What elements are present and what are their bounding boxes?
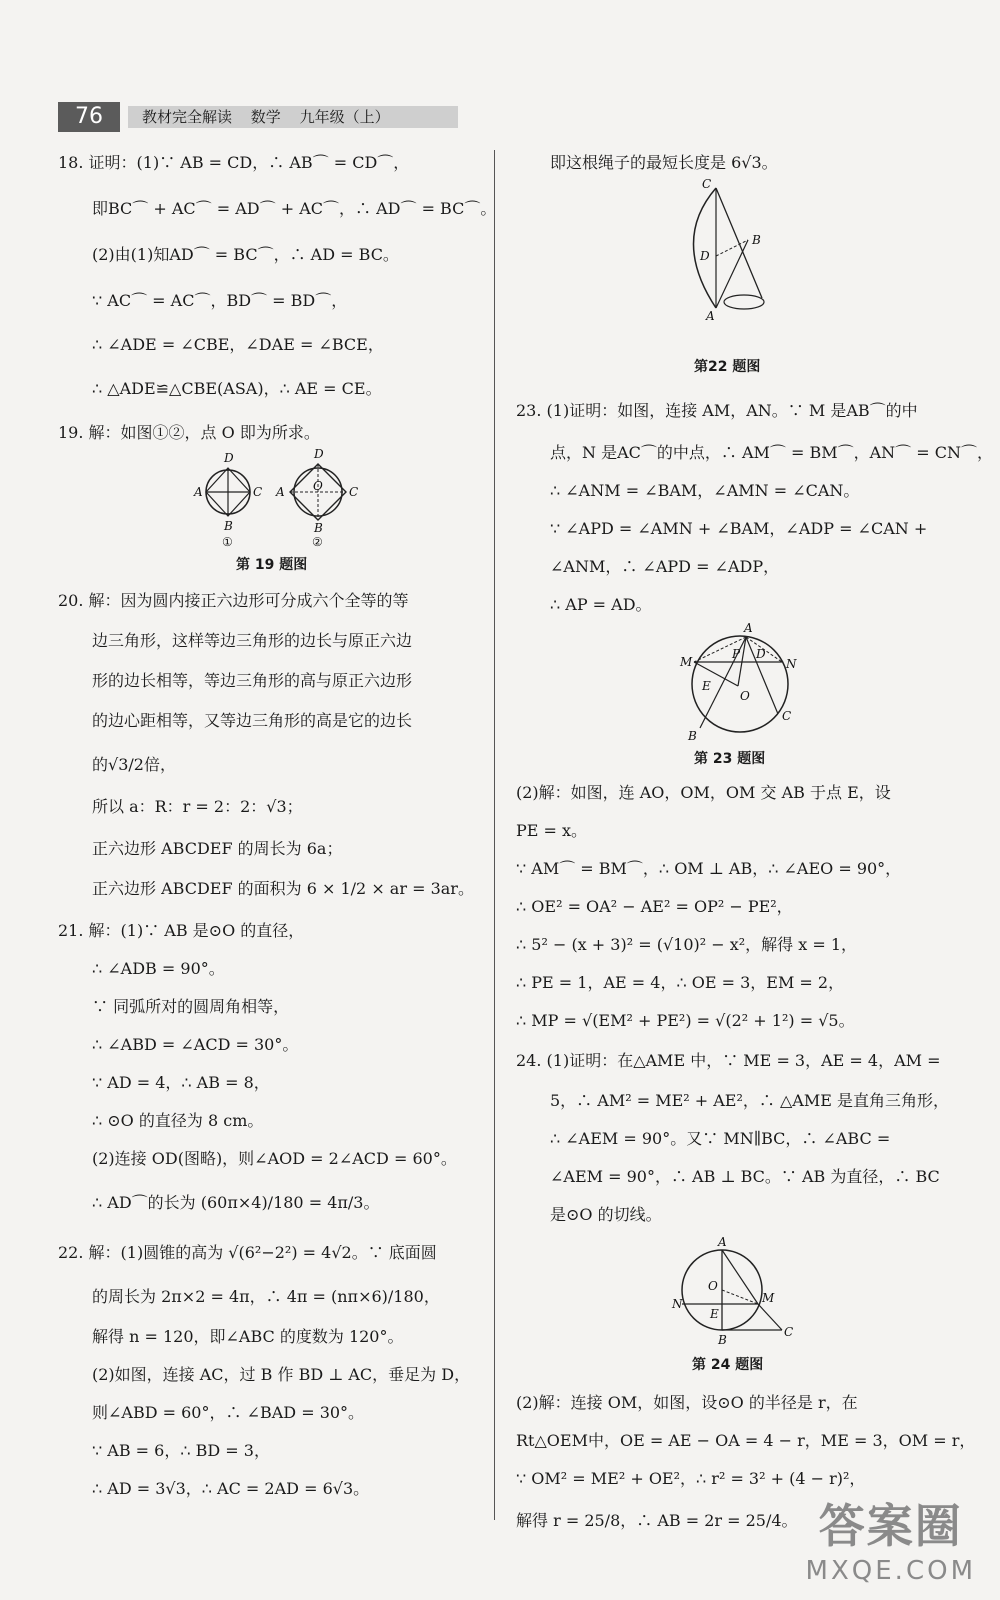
text-line: 的周长为 2π×2 = 4π，∴ 4π = (nπ×6)/180，	[92, 1287, 440, 1306]
figure-22-caption: 第22 题图	[694, 359, 761, 375]
label-c: C	[253, 485, 263, 499]
text-line: ∵ AD = 4，∴ AB = 8，	[92, 1073, 270, 1092]
text-line: 23. (1)证明：如图，连接 AM，AN。∵ M 是AB⌒的中	[516, 401, 918, 420]
label-o: O	[740, 689, 750, 703]
label-d: D	[700, 249, 710, 263]
column-divider	[494, 150, 495, 1520]
text-line: ∠AEM = 90°，∴ AB ⊥ BC。∵ AB 为直径，∴ BC	[550, 1167, 940, 1186]
label-b: B	[752, 233, 761, 247]
text-line: ∵ AB = 6，∴ BD = 3，	[92, 1441, 270, 1460]
figure-19	[194, 447, 378, 550]
text-line: ∵ AC⌒ = AC⌒，BD⌒ = BD⌒，	[92, 291, 348, 310]
text-line: ∴ △ADE≌△CBE(ASA)，∴ AE = CE。	[92, 379, 382, 398]
label-b: B	[718, 1333, 727, 1347]
figure-24-caption: 第 24 题图	[692, 1357, 764, 1373]
text-line: 5，∴ AM² = ME² + AE²，∴ △AME 是直角三角形，	[550, 1091, 949, 1110]
text-line: ∴ PE = 1，AE = 4，∴ OE = 3，EM = 2，	[516, 973, 845, 992]
text-line: ∴ ∠ADB = 90°。	[92, 959, 225, 978]
label-a: A	[718, 1235, 727, 1249]
label-c: C	[702, 177, 712, 191]
text-line: (2)解：如图，连 AO，OM，OM 交 AB 于点 E，设	[516, 783, 891, 802]
label-m: M	[762, 1291, 775, 1305]
subject-label: 数学	[250, 108, 281, 126]
text-line: ∴ 5² − (x + 3)² = (√10)² − x²，解得 x = 1，	[516, 935, 858, 954]
book-title: 教材完全解读	[142, 108, 233, 126]
text-line: 19. 解：如图①②，点 O 即为所求。	[58, 423, 320, 442]
label-m: M	[680, 655, 693, 669]
label-fig2: ②	[312, 535, 323, 549]
text-line: 形的边长相等，等边三角形的高与原正六边形	[92, 671, 413, 690]
text-line: 21. 解：(1)∵ AB 是⊙O 的直径，	[58, 921, 305, 940]
header-bar	[128, 106, 458, 128]
text-line: 正六边形 ABCDEF 的周长为 6a；	[92, 839, 343, 858]
figure-24	[672, 1235, 802, 1348]
text-line: ∴ ∠ADE = ∠CBE，∠DAE = ∠BCE，	[92, 335, 384, 354]
text-line: ∴ ∠ABD = ∠ACD = 30°。	[92, 1035, 299, 1054]
label-o: O	[708, 1279, 718, 1293]
label-a: A	[706, 309, 715, 323]
text-line: 即BC⌒ + AC⌒ = AD⌒ + AC⌒，∴ AD⌒ = BC⌒。	[92, 199, 497, 218]
text-line: 正六边形 ABCDEF 的面积为 6 × 1/2 × ar = 3ar。	[92, 879, 474, 898]
text-line: 所以 a：R：r = 2：2：√3；	[92, 797, 303, 816]
text-line: 解得 n = 120，即∠ABC 的度数为 120°。	[92, 1327, 404, 1346]
text-line: ∵ ∠APD = ∠AMN + ∠BAM，∠ADP = ∠CAN +	[550, 519, 928, 538]
watermark-url: MXQE.COM	[805, 1556, 976, 1586]
text-line: ∵ 同弧所对的圆周角相等，	[92, 997, 290, 1016]
label-e: E	[710, 1307, 719, 1321]
label-a: A	[276, 485, 285, 499]
text-line: PE = x。	[516, 821, 588, 840]
label-n: N	[672, 1297, 683, 1311]
label-p: P	[732, 647, 741, 661]
text-line: ∴ MP = √(EM² + PE²) = √(2² + 1²) = √5。	[516, 1011, 855, 1030]
text-line: ∵ AM⌒ = BM⌒，∴ OM ⊥ AB，∴ ∠AEO = 90°，	[516, 859, 902, 878]
text-line: 20. 解：因为圆内接正六边形可分成六个全等的等	[58, 591, 409, 610]
label-fig1: ①	[222, 535, 233, 549]
label-e: E	[702, 679, 711, 693]
text-line: 24. (1)证明：在△AME 中，∵ ME = 3，AE = 4，AM =	[516, 1051, 941, 1070]
label-n: N	[786, 657, 797, 671]
watermark-logo-text: 答案圈	[818, 1499, 963, 1553]
text-line: 的√3/2倍，	[92, 755, 176, 774]
figure-23-caption: 第 23 题图	[694, 751, 766, 767]
text-line: ∴ AD⌒的长为 (60π×4)/180 = 4π/3。	[92, 1193, 380, 1212]
label-b: B	[688, 729, 697, 743]
label-d: D	[756, 647, 766, 661]
text-line: 即这根绳子的最短长度是 6√3。	[550, 153, 778, 172]
text-line: ∠ANM，∴ ∠APD = ∠ADP，	[550, 557, 780, 576]
label-b: B	[314, 521, 323, 535]
label-a: A	[194, 485, 203, 499]
text-line: 是⊙O 的切线。	[550, 1205, 662, 1224]
label-d: D	[224, 451, 234, 465]
text-line: Rt△OEM中，OE = AE − OA = 4 − r，ME = 3，OM = r，	[516, 1431, 976, 1450]
text-line: 解得 r = 25/8，∴ AB = 2r = 25/4。	[516, 1511, 798, 1530]
text-line: ∴ ∠AEM = 90°。又∵ MN∥BC，∴ ∠ABC =	[550, 1129, 891, 1148]
figure-22	[676, 177, 786, 323]
figure-19-caption: 第 19 题图	[236, 557, 308, 573]
label-c: C	[349, 485, 359, 499]
text-line: (2)如图，连接 AC，过 B 作 BD ⊥ AC，垂足为 D，	[92, 1365, 471, 1384]
label-a: A	[744, 621, 753, 635]
grade-label: 九年级（上）	[299, 108, 390, 126]
page-number: 76	[58, 102, 120, 132]
text-line: 18. 证明：(1)∵ AB = CD，∴ AB⌒ = CD⌒，	[58, 153, 410, 172]
label-d: D	[314, 447, 324, 461]
text-line: (2)由(1)知AD⌒ = BC⌒，∴ AD = BC。	[92, 245, 399, 264]
label-o: O	[313, 479, 323, 493]
label-b: B	[224, 519, 233, 533]
page-header	[58, 102, 458, 132]
site-watermark	[806, 1490, 976, 1586]
text-line: ∴ AD = 3√3，∴ AC = 2AD = 6√3。	[92, 1479, 370, 1498]
text-line: (2)解：连接 OM，如图，设⊙O 的半径是 r，在	[516, 1393, 858, 1412]
text-line: 22. 解：(1)圆锥的高为 √(6²−2²) = 4√2。∵ 底面圆	[58, 1243, 437, 1262]
text-line: ∴ OE² = OA² − AE² = OP² − PE²，	[516, 897, 793, 916]
text-line: ∴ AP = AD。	[550, 595, 652, 614]
text-line: (2)连接 OD(图略)，则∠AOD = 2∠ACD = 60°。	[92, 1149, 457, 1168]
text-line: 点，N 是AC⌒的中点，∴ AM⌒ = BM⌒，AN⌒ = CN⌒，	[550, 443, 994, 462]
text-line: 的边心距相等，又等边三角形的高是它的边长	[92, 711, 413, 730]
label-c: C	[784, 1325, 794, 1339]
text-line: 边三角形，这样等边三角形的边长与原正六边	[92, 631, 413, 650]
text-line: ∴ ⊙O 的直径为 8 cm。	[92, 1111, 264, 1130]
figure-23	[676, 621, 806, 744]
text-line: ∴ ∠ANM = ∠BAM，∠AMN = ∠CAN。	[550, 481, 860, 500]
text-line: ∵ OM² = ME² + OE²，∴ r² = 3² + (4 − r)²，	[516, 1469, 866, 1488]
text-line: 则∠ABD = 60°，∴ ∠BAD = 30°。	[92, 1403, 365, 1422]
label-c: C	[782, 709, 792, 723]
